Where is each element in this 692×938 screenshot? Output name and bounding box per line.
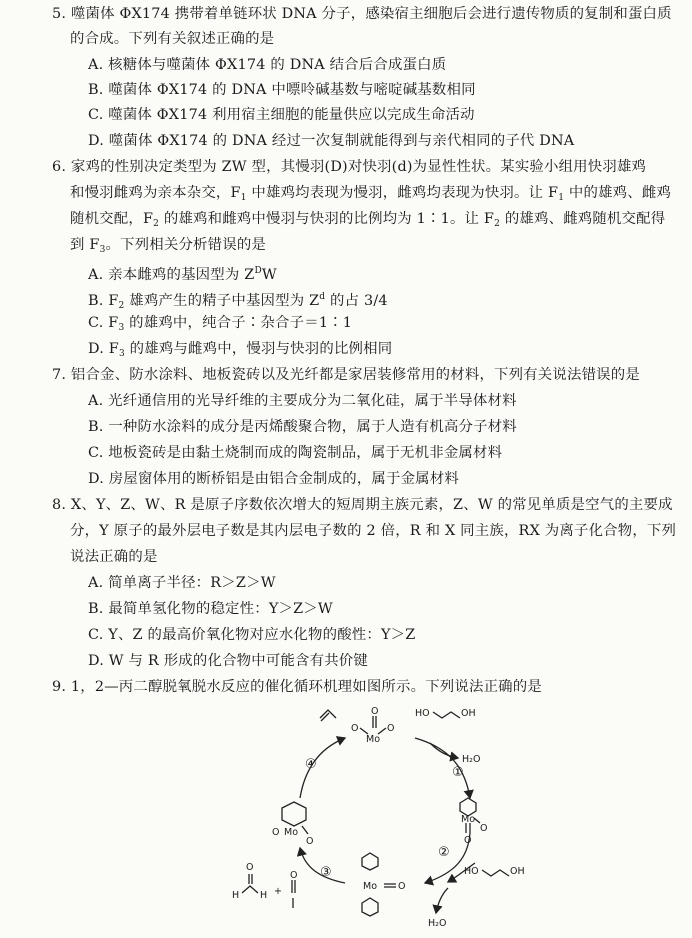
q6-stem-line3: 随机交配，$F_2$ 的雄鸡和雌鸡中慢羽与快羽的比例均为 1∶1。让 $F_2$ 的雄鸡、雌鸡随机交配得 (70, 211, 666, 229)
q8-stem-line1: 8. X、Y、Z、W、R 是原子序数依次增大的短周期主族元素，Z、W 的常见单质是空气的主要成 (52, 497, 673, 513)
aldehyde-h-right: H (260, 890, 268, 901)
o-label-top: O (371, 706, 379, 717)
o-label-bottom: O (398, 881, 406, 892)
aldehyde-o-2: O (290, 870, 298, 881)
q8-stem-line3: 说法正确的是 (70, 549, 158, 565)
q5-option-c: C. 噬菌体 ΦX174 利用宿主细胞的能量供应以完成生命活动 (88, 107, 475, 123)
q9-stem: 9. 1，2—丙二醇脱氧脱水反应的催化循环机理如图所示。下列说法正确的是 (52, 679, 542, 695)
o-label-left: O (272, 827, 280, 838)
q6-option-c: C. $F_3$ 的雄鸡中，纯合子∶杂合子＝1∶1 (88, 315, 353, 333)
aldehyde-o-1: O (246, 862, 254, 873)
mo-label-right: Mo (461, 814, 476, 825)
o-label-top-left: O (351, 723, 359, 734)
aldehyde-h-left: H (232, 890, 240, 901)
q7-option-c: C. 地板瓷砖是由黏土烧制而成的陶瓷制品，属于无机非金属材料 (88, 445, 503, 461)
q8-option-b: B. 最简单氢化物的稳定性：Y＞Z＞W (88, 601, 333, 617)
q8-option-a: A. 简单离子半径：R＞Z＞W (88, 575, 276, 591)
mo-label-left: Mo (284, 827, 299, 838)
q8-stem-line2: 分，Y 原子的最外层电子数是其内层电子数的 2 倍，R 和 X 同主族，RX 为离子化合物，下列 (70, 523, 677, 539)
q8-option-c: C. Y、Z 的最高价氧化物对应水化物的酸性：Y＞Z (88, 627, 416, 643)
step-label-2: ② (438, 845, 450, 860)
q5-option-a: A. 核糖体与噬菌体 ΦX174 的 DNA 结合后合成蛋白质 (88, 57, 447, 73)
diol-oh-label-2: OH (510, 866, 525, 877)
q5-option-b: B. 噬菌体 ΦX174 的 DNA 中嘌呤碱基数与嘧啶碱基数相同 (88, 82, 476, 98)
q5-stem-line2: 的合成。下列有关叙述正确的是 (70, 31, 275, 47)
catalytic-cycle-diagram (220, 698, 560, 936)
acetaldehyde-molecule (292, 880, 295, 908)
q6-stem-line2: 和慢羽雌鸡为亲本杂交，$F_1$ 中雄鸡均表现为慢羽，雌鸡均表现为快羽。让 $F_1$ 中的雄鸡、雌鸡 (70, 185, 672, 203)
diol-ho-label-1: HO (415, 708, 430, 719)
mo-label-bottom: Mo (363, 881, 378, 892)
plus-sign: + (274, 886, 282, 897)
q5-stem-line1: 5. 噬菌体 ΦX174 携带着单链环状 DNA 分子，感染宿主细胞后会进行遗传物质的复制和蛋白质 (52, 6, 672, 22)
diol-ho-label-2: HO (464, 866, 479, 877)
q6-stem-line4: 到 $F_3$。下列相关分析错误的是 (70, 237, 266, 255)
formaldehyde-molecule (242, 874, 258, 893)
o-label-left-2: O (306, 836, 314, 847)
o-label-right-2: O (480, 823, 488, 834)
diol-oh-label-1: OH (461, 708, 476, 719)
q5-option-d: D. 噬菌体 ΦX174 的 DNA 经过一次复制就能得到与亲代相同的子代 DNA (88, 133, 575, 149)
diol-molecule-1 (433, 712, 460, 718)
o-label-right: O (464, 835, 472, 846)
q7-option-b: B. 一种防水涂料的成分是丙烯酸聚合物，属于人造有机高分子材料 (88, 419, 517, 435)
water-release-arrow-2 (436, 888, 448, 913)
step-label-3: ③ (320, 865, 332, 880)
q6-stem-line1: 6. 家鸡的性别决定类型为 ZW 型，其慢羽(D)对快羽(d)为显性性状。某实验小组用快羽雄鸡 (52, 159, 647, 175)
step-label-1: ① (452, 765, 464, 780)
q6-option-b: B. $F_2$ 雄鸡产生的精子中基因型为 $Z^d$ 的占 3/4 (88, 292, 388, 311)
step-label-4: ④ (305, 757, 317, 772)
water-label-1: H₂O (462, 754, 481, 765)
q6-option-a: A. 亲本雌鸡的基因型为 $Z^DW$ (88, 266, 277, 283)
q7-option-a: A. 光纤通信用的光导纤维的主要成分为二氧化硅，属于半导体材料 (88, 393, 517, 409)
o-label-top-right: O (387, 723, 395, 734)
q7-option-d: D. 房屋窗体用的断桥铝是由铝合金制成的，属于金属材料 (88, 471, 459, 487)
q6-option-d: D. $F_3$ 的雄鸡与雌鸡中，慢羽与快羽的比例相同 (88, 341, 393, 359)
water-label-2: H₂O (428, 918, 447, 929)
propene-molecule (320, 710, 336, 721)
q8-option-d: D. W 与 R 形成的化合物中可能含有共价键 (88, 653, 368, 669)
diol-molecule-2 (482, 870, 509, 876)
q7-stem: 7. 铝合金、防水涂料、地板瓷砖以及光纤都是家居装修常用的材料，下列有关说法错误的是 (52, 367, 640, 383)
mo-label-top: Mo (366, 734, 381, 745)
